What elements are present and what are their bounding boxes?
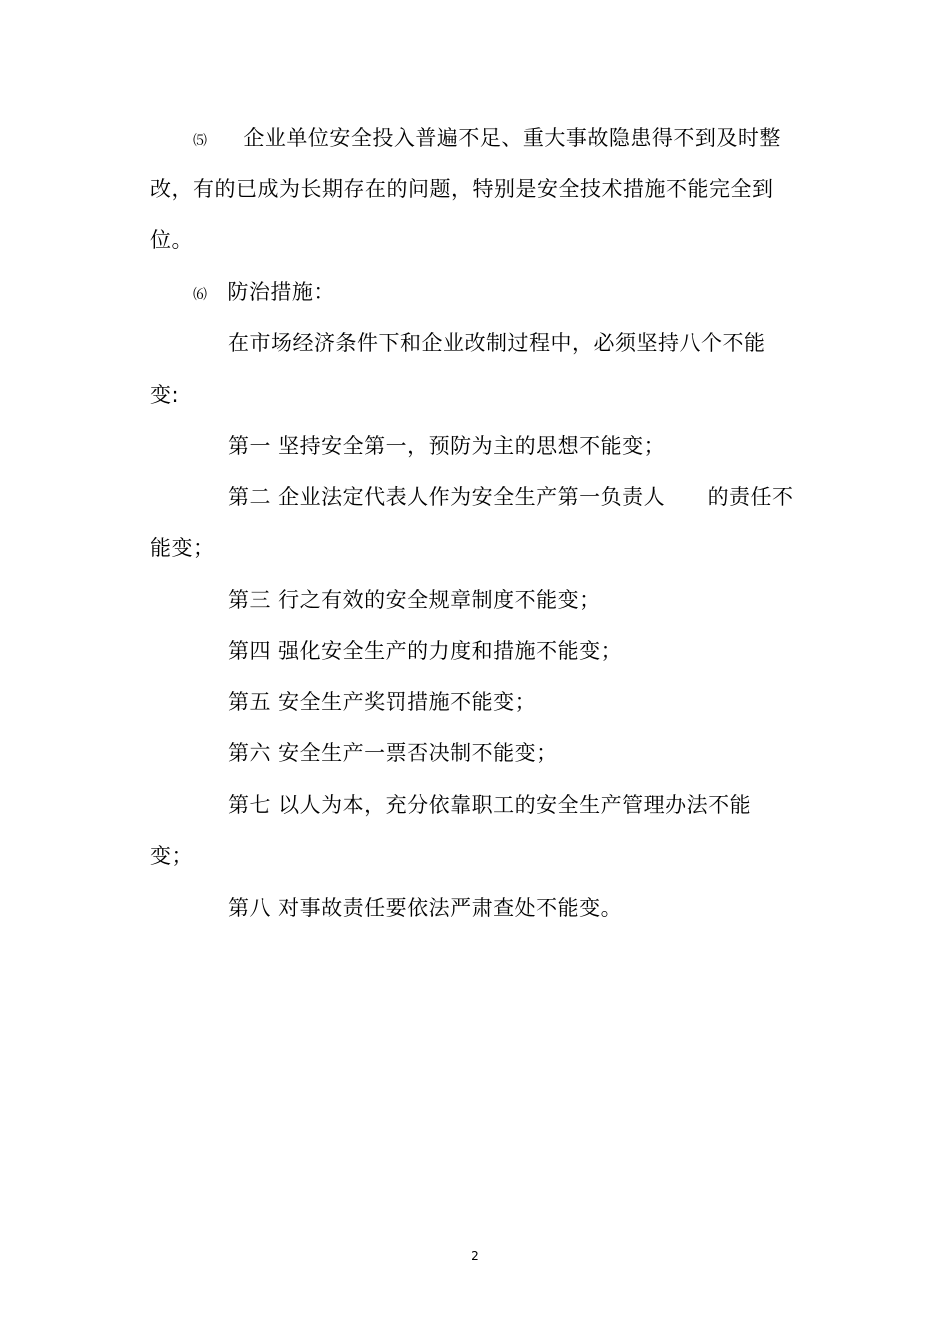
principle-2-line1 <box>228 482 794 512</box>
intro-line2: 变: <box>150 383 180 407</box>
principle-4: 第四 强化安全生产的力度和措施不能变； <box>228 639 623 663</box>
principle-5: 第五 安全生产奖罚措施不能变； <box>228 690 537 714</box>
principle-2-text-a: 第二 企业法定代表人作为安全生产第一负责人 <box>228 485 666 509</box>
principle-7-line1: 第七 以人为本，充分依靠职工的安全生产管理办法不能 <box>228 793 752 817</box>
item5-text-line1: 企业单位安全投入普遍不足、重大事故隐患得不到及时整 <box>243 126 781 150</box>
item6-marker: ⑹ <box>193 287 207 303</box>
intro-line1: 在市场经济条件下和企业改制过程中，必须坚持八个不能 <box>228 331 766 355</box>
item6-heading-line <box>193 277 335 307</box>
item5-line3: 位。 <box>150 228 193 252</box>
principle-2-text-b: 的责任不 <box>707 485 794 509</box>
principle-6: 第六 安全生产一票否决制不能变； <box>228 741 558 765</box>
principle-1: 第一 坚持安全第一，预防为主的思想不能变； <box>228 434 666 458</box>
principle-7-line2: 变； <box>150 844 193 868</box>
item5-line1 <box>193 123 781 153</box>
item5-marker: ⑸ <box>193 133 207 149</box>
page-number: 2 <box>471 1249 479 1263</box>
principle-3: 第三 行之有效的安全规章制度不能变； <box>228 588 601 612</box>
principle-2-line2: 能变； <box>150 536 215 560</box>
principle-8: 第八 对事故责任要依法严肃查处不能变。 <box>228 896 623 920</box>
item6-heading: 防治措施： <box>227 280 335 304</box>
item5-line2: 改，有的已成为长期存在的问题，特别是安全技术措施不能完全到 <box>150 177 774 201</box>
